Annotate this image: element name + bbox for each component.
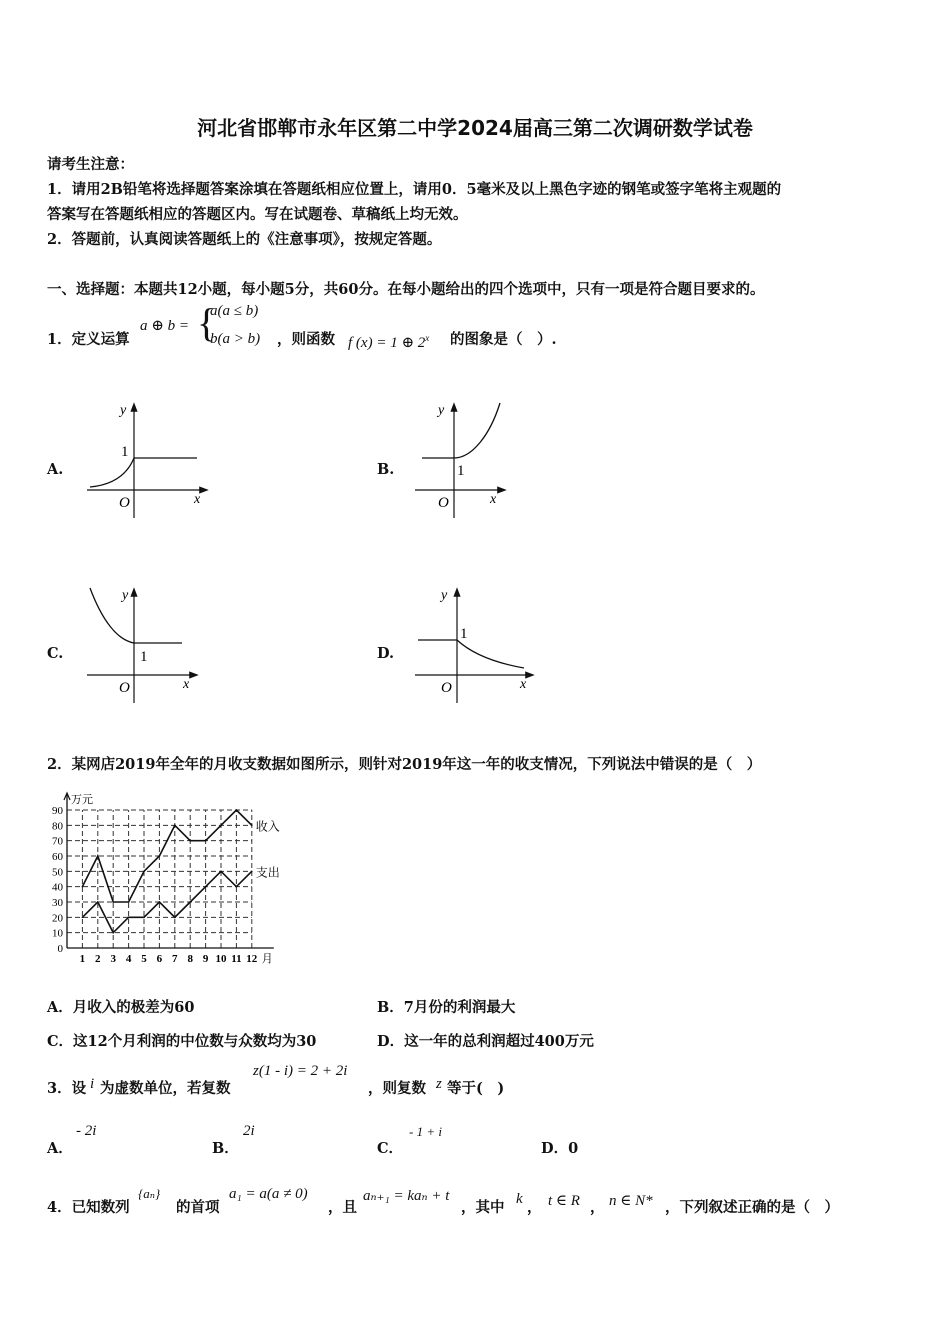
q4-recurrence: aₙ₊₁ = kaₙ + t xyxy=(363,1188,450,1204)
data-point xyxy=(236,886,238,888)
q2-chart xyxy=(40,788,300,978)
q4-first-term: a₁ = a(a ≠ 0) xyxy=(229,1186,308,1202)
data-point xyxy=(205,840,207,842)
data-point xyxy=(220,825,222,827)
q1-tail: 的图象是（ ）. xyxy=(450,331,557,348)
one-label: 1 xyxy=(457,463,465,479)
one-label: 1 xyxy=(121,444,129,460)
q3-option-c-label: C． xyxy=(377,1140,404,1157)
data-point xyxy=(143,871,145,873)
function-curve xyxy=(90,588,182,643)
y-tick-label: 40 xyxy=(52,881,63,894)
q1-graph-d xyxy=(410,580,540,710)
origin-label: O xyxy=(119,495,130,511)
function-curve xyxy=(90,458,197,487)
q1-def-left: a ⊕ b = xyxy=(140,318,189,334)
q1-option-c-label: C. xyxy=(47,645,64,662)
x-tick-label: 11 xyxy=(231,953,242,965)
one-label: 1 xyxy=(460,626,468,642)
q1-option-a-label: A. xyxy=(47,461,64,478)
data-point xyxy=(128,901,130,903)
y-label: y xyxy=(438,403,445,418)
q2-option-d: D．这一年的总利润超过400万元 xyxy=(377,1033,594,1050)
data-point xyxy=(82,917,84,919)
data-point xyxy=(205,886,207,888)
function-curve xyxy=(422,403,500,458)
function-curve xyxy=(418,640,524,668)
x-label: x xyxy=(194,492,201,507)
q3-option-a: - 2i xyxy=(76,1123,97,1139)
q3-tail-2: 等于( ) xyxy=(447,1080,505,1097)
x-tick-label: 5 xyxy=(141,953,147,965)
q2-option-b: B．7月份的利润最大 xyxy=(377,999,516,1016)
y-tick-label: 50 xyxy=(52,866,63,879)
notice-heading: 请考生注意： xyxy=(47,156,134,173)
data-point xyxy=(174,917,176,919)
series-label: 支出 xyxy=(255,865,280,880)
data-point xyxy=(143,917,145,919)
q3-tail-1: ，则复数 xyxy=(368,1080,426,1097)
q4-text-5: ， xyxy=(590,1199,605,1216)
q1-lead: 1．定义运算 xyxy=(47,331,130,348)
q4-k: k xyxy=(516,1191,523,1207)
x-tick-label: 4 xyxy=(125,953,132,965)
y-tick-label: 60 xyxy=(52,851,63,863)
y-tick-label: 10 xyxy=(52,927,63,940)
y-tick-label: 20 xyxy=(52,912,63,925)
q3-option-b-label: B． xyxy=(212,1140,239,1157)
y-tick-label: 0 xyxy=(57,943,63,955)
x-tick-label: 7 xyxy=(172,953,178,965)
q2-option-c: C．这12个月利润的中位数与众数均为30 xyxy=(47,1033,317,1050)
y-label: y xyxy=(120,403,127,418)
data-point xyxy=(251,825,253,827)
q1-brace: { xyxy=(197,300,217,345)
data-point xyxy=(236,809,238,811)
data-point xyxy=(189,901,191,903)
q1-graph-a xyxy=(82,395,212,525)
q3-i-var: i xyxy=(90,1076,95,1092)
q3-z-var: z xyxy=(436,1076,442,1092)
y-axis-label: 万元 xyxy=(71,794,93,806)
y-label: y xyxy=(441,588,448,603)
data-point xyxy=(189,840,191,842)
y-tick-label: 70 xyxy=(52,835,63,848)
y-tick-label: 30 xyxy=(52,897,63,909)
x-tick-label: 3 xyxy=(110,953,116,965)
data-point xyxy=(82,886,84,888)
q3-option-a-label: A． xyxy=(47,1140,73,1157)
x-tick-label: 12 xyxy=(246,953,258,965)
data-point xyxy=(128,917,130,919)
data-point xyxy=(220,871,222,873)
page-title: 河北省邯郸市永年区第二中学2024届高三第二次调研数学试卷 xyxy=(197,116,753,140)
q4-text-4: ， xyxy=(527,1199,542,1216)
notice-line-2: 答案写在答题纸相应的答题区内。写在试题卷、草稿纸上均无效。 xyxy=(47,206,468,223)
x-tick-label: 8 xyxy=(187,953,193,965)
x-axis-label: 月 xyxy=(261,953,273,965)
data-point xyxy=(174,825,176,827)
x-tick-label: 9 xyxy=(202,953,209,965)
q1-mid: ，则函数 xyxy=(277,331,335,348)
x-tick-label: 1 xyxy=(79,953,86,965)
data-point xyxy=(112,932,114,934)
q4-n-in-n: n ∈ N* xyxy=(609,1193,653,1209)
q1-case-2: b(a > b) xyxy=(210,331,261,347)
q4-text-1: 的首项 xyxy=(176,1199,220,1216)
one-label: 1 xyxy=(140,649,148,665)
q3-lead: 3．设 xyxy=(47,1080,87,1097)
origin-label: O xyxy=(441,680,452,696)
q3-equation: z(1 - i) = 2 + 2i xyxy=(253,1063,348,1079)
notice-line-1: 1．请用2B铅笔将选择题答案涂填在答题纸相应位置上，请用0．5毫米及以上黑色字迹的钢笔或签字笔将主观题的 xyxy=(47,181,782,198)
q1-graph-c xyxy=(82,580,212,710)
x-tick-label: 2 xyxy=(95,953,101,965)
data-point xyxy=(251,871,253,873)
data-point xyxy=(97,901,99,903)
q4-text-6: ，下列叙述正确的是（ ） xyxy=(665,1199,839,1216)
notice-line-3: 2．答题前，认真阅读答题纸上的《注意事项》，按规定答题。 xyxy=(47,231,442,248)
q4-text-2: ，且 xyxy=(328,1199,357,1216)
q3-option-c: - 1 + i xyxy=(409,1124,442,1139)
x-label: x xyxy=(520,677,527,692)
section-heading: 一、选择题：本题共12小题，每小题5分，共60分。在每小题给出的四个选项中，只有一项是符合题目要求的。 xyxy=(47,281,765,298)
q2-stem: 2．某网店2019年全年的月收支数据如图所示，则针对2019年这一年的收支情况，下列说法中错误的是（ ） xyxy=(47,756,762,773)
q1-option-d-label: D. xyxy=(377,645,395,662)
x-tick-label: 6 xyxy=(156,953,163,965)
data-point xyxy=(159,855,161,857)
series-label: 收入 xyxy=(255,819,280,834)
x-label: x xyxy=(183,677,190,692)
q2-option-a: A．月收入的极差为60 xyxy=(47,999,195,1016)
origin-label: O xyxy=(119,680,130,696)
y-tick-label: 80 xyxy=(52,820,63,833)
q3-option-d: D．0 xyxy=(541,1140,579,1157)
data-point xyxy=(97,855,99,857)
x-label: x xyxy=(490,492,497,507)
q1-option-b-label: B. xyxy=(377,461,395,478)
x-tick-label: 10 xyxy=(215,953,227,965)
q4-text-3: ，其中 xyxy=(461,1199,505,1216)
q1-function: f (x) = 1 ⊕ 2$^x$ xyxy=(348,333,430,351)
data-point xyxy=(112,901,114,903)
q3-mid: 为虚数单位，若复数 xyxy=(100,1080,231,1097)
origin-label: O xyxy=(438,495,449,511)
q4-t-in-r: t ∈ R xyxy=(548,1193,580,1209)
q3-option-b: 2i xyxy=(243,1123,255,1139)
y-label: y xyxy=(122,588,129,603)
q4-lead: 4．已知数列 xyxy=(47,1199,130,1216)
data-point xyxy=(159,901,161,903)
q4-sequence: {aₙ} xyxy=(138,1186,161,1201)
y-tick-label: 90 xyxy=(52,805,63,817)
q1-case-1: a(a ≤ b) xyxy=(210,303,259,319)
q1-graph-b xyxy=(410,395,540,525)
